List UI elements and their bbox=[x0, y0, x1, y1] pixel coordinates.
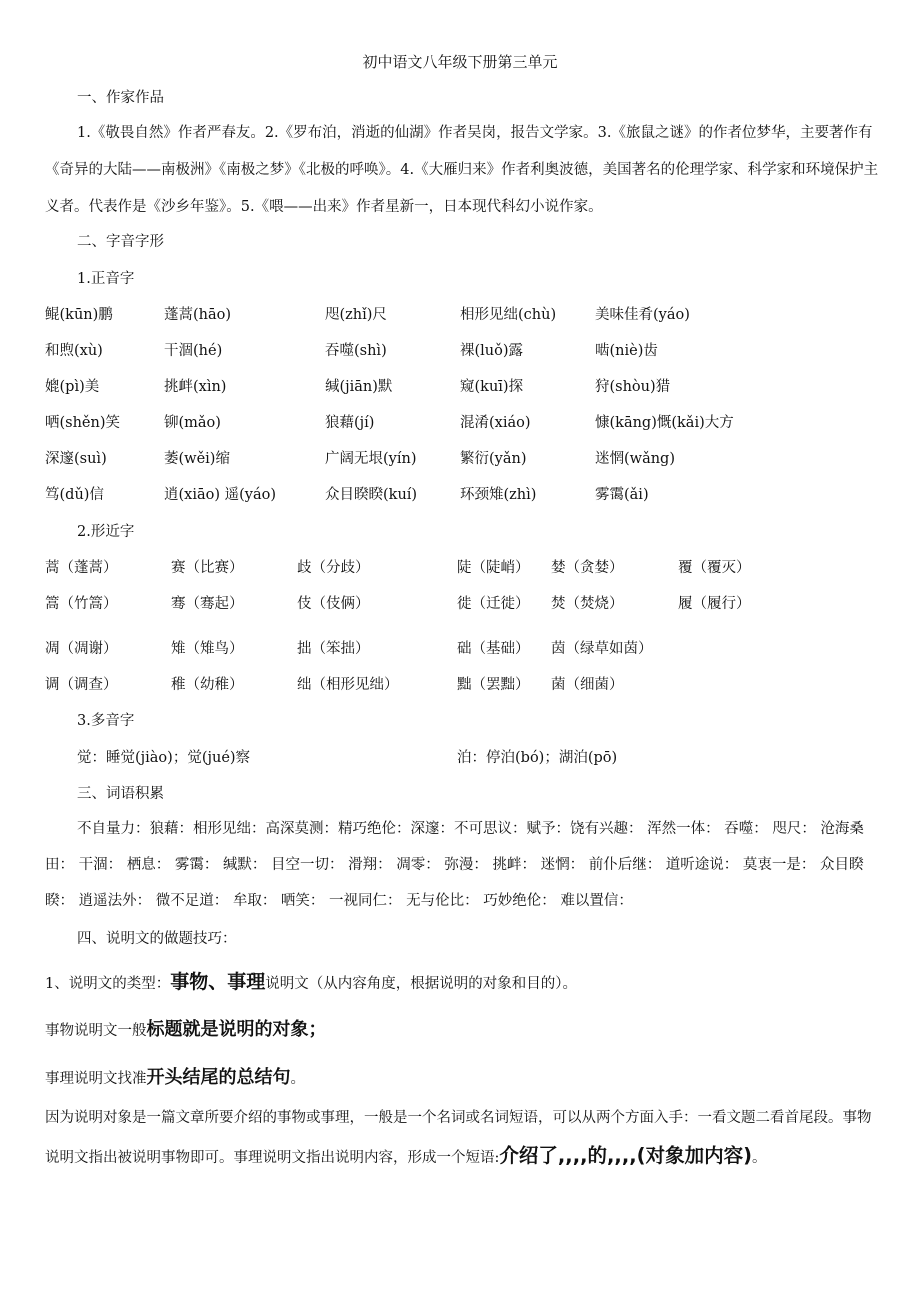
similar-cell: 婪（贪婪） bbox=[551, 560, 624, 576]
pinyin-cell: 咫(zhǐ)尺 bbox=[325, 307, 387, 323]
pinyin-cell: 鲲(kūn)鹏 bbox=[45, 307, 113, 323]
pinyin-cell: 萎(wěi)缩 bbox=[164, 451, 230, 467]
similar-cell: 焚（焚烧） bbox=[551, 596, 624, 612]
pinyin-cell: 媲(pì)美 bbox=[45, 379, 100, 395]
similar-cell: 骞（骞起） bbox=[171, 596, 244, 612]
similar-cell: 稚（幼稚） bbox=[171, 677, 244, 693]
pinyin-cell: 广阔无垠(yín) bbox=[325, 451, 417, 467]
pinyin-cell: 啮(niè)齿 bbox=[595, 343, 658, 359]
pinyin-cell: 挑衅(xìn) bbox=[164, 379, 227, 395]
tip-text: 。 bbox=[751, 1150, 767, 1166]
pinyin-cell: 众目睽睽(kuí) bbox=[325, 487, 418, 503]
similar-cell: 绌（相形见绌） bbox=[297, 677, 399, 693]
tip-emphasis: 事物、事理 bbox=[170, 971, 266, 993]
similar-cell: 履（履行） bbox=[678, 596, 751, 612]
tip-line-thing bbox=[45, 1017, 327, 1044]
pinyin-cell: 笃(dǔ)信 bbox=[45, 487, 104, 503]
pinyin-cell: 逍(xiāo) 遥(yáo) bbox=[164, 487, 276, 503]
pinyin-cell: 缄(jiān)默 bbox=[325, 379, 393, 395]
pinyin-cell: 蓬蒿(hāo) bbox=[164, 307, 232, 323]
tip-text: 1、说明文的类型： bbox=[45, 976, 171, 992]
authors-paragraph: 1.《敬畏自然》作者严春友。2.《罗布泊，消逝的仙湖》作者吴岗，报告文学家。3.《旅鼠之谜》的作者位梦华，主要著作有《奇异的大陆——南极洲》《南极之梦》《北极的呼唤》。4.《大雁归来》作者利奥波德，美国著名的伦理学家、科学家和环境保护主义者。代表作是《沙乡年鉴》。5.《喂——出来》作者星新一，日本现代科幻小说作家。 bbox=[45, 125, 879, 215]
pinyin-cell: 美味佳肴(yáo) bbox=[595, 307, 690, 323]
pinyin-cell: 混淆(xiáo) bbox=[460, 415, 531, 431]
similar-cell: 陡（陡峭） bbox=[457, 560, 530, 576]
page-title: 初中语文八年级下册第三单元 bbox=[362, 53, 558, 71]
subheading-correct-pronunciation: 1.正音字 bbox=[77, 271, 135, 287]
tip-text: 事物说明文一般 bbox=[45, 1023, 147, 1039]
pinyin-cell: 慷(kāng)慨(kǎi)大方 bbox=[595, 415, 734, 431]
pinyin-cell: 狩(shòu)猎 bbox=[595, 379, 671, 395]
subheading-similar-characters: 2.形近字 bbox=[77, 524, 135, 540]
pinyin-cell: 哂(shěn)笑 bbox=[45, 415, 121, 431]
vocabulary-paragraph: 不自量力：狼藉：相形见绌：高深莫测：精巧绝伦：深邃：不可思议：赋予：饶有兴趣： 浑然一体： 吞噬： 咫尺： 沧海桑田： 干涸： 栖息： 雾霭： 缄默： 目空一切： 滑翔： 凋零： 弥漫： 挑衅： 迷惘： 前仆后继： 道听途说： 莫衷一是： 众目睽睽： 逍遥法外： 微不足道： 牟取： 哂笑： 一视同仁： 无与伦比： 巧妙绝伦： 难以置信： bbox=[45, 821, 864, 909]
tip-emphasis: 标题就是说明的对象 bbox=[146, 1019, 309, 1040]
pinyin-cell: 铆(mǎo) bbox=[164, 415, 221, 431]
similar-cell: 雉（雉鸟） bbox=[171, 641, 244, 657]
tip-text: 。 bbox=[290, 1071, 305, 1087]
similar-cell: 覆（覆灭） bbox=[678, 560, 751, 576]
polyphone-item: 觉：睡觉(jiào)；觉(jué)察 bbox=[77, 750, 251, 766]
pinyin-cell: 吞噬(shì) bbox=[325, 343, 387, 359]
similar-cell: 黜（罢黜） bbox=[457, 677, 530, 693]
tip-text: 说明文（从内容角度，根据说明的对象和目的）。 bbox=[265, 976, 577, 992]
pinyin-cell: 雾霭(ǎi) bbox=[595, 487, 649, 503]
pinyin-cell: 繁衍(yǎn) bbox=[460, 451, 527, 467]
pinyin-cell: 深邃(suì) bbox=[45, 451, 107, 467]
tip-text: ； bbox=[308, 1019, 327, 1040]
tip-text: 因为说明对象是一篇文章所要介绍的事物或事理，一般是一个名词或名词短语，可以从两个方面入手：一看文题二看首尾段。事物说明文指出被说明事物即可。事理说明文指出说明内容，形成一个短语: bbox=[45, 1110, 872, 1166]
tip-paragraph bbox=[45, 1099, 880, 1177]
tip-emphasis: 介绍了,,,,的,,,,(对象加内容) bbox=[499, 1144, 752, 1167]
section-heading-vocabulary: 三、词语积累 bbox=[77, 786, 164, 802]
section-heading-pronunciation: 二、字音字形 bbox=[77, 234, 164, 250]
similar-cell: 菌（细菌） bbox=[551, 677, 624, 693]
section-heading-authors: 一、作家作品 bbox=[77, 90, 164, 106]
section-heading-tips: 四、说明文的做题技巧： bbox=[77, 931, 237, 947]
pinyin-cell: 迷惘(wǎng) bbox=[595, 451, 675, 467]
tip-line-types bbox=[45, 969, 577, 997]
pinyin-cell: 狼藉(jí) bbox=[325, 415, 375, 431]
subheading-polyphones: 3.多音字 bbox=[77, 713, 135, 729]
similar-cell: 调（调查） bbox=[45, 677, 118, 693]
similar-cell: 础（基础） bbox=[457, 641, 530, 657]
polyphone-item: 泊：停泊(bó)；湖泊(pō) bbox=[457, 750, 618, 766]
similar-cell: 篙（竹篙） bbox=[45, 596, 118, 612]
pinyin-cell: 窥(kuī)探 bbox=[460, 379, 524, 395]
tip-line-principle bbox=[45, 1065, 305, 1092]
pinyin-cell: 相形见绌(chù) bbox=[460, 307, 557, 323]
pinyin-cell: 裸(luǒ)露 bbox=[460, 343, 524, 359]
pinyin-cell: 环颈雉(zhì) bbox=[460, 487, 537, 503]
similar-cell: 伎（伎俩） bbox=[297, 596, 370, 612]
similar-cell: 赛（比赛） bbox=[171, 560, 244, 576]
tip-text: 事理说明文找准 bbox=[45, 1071, 147, 1087]
pinyin-cell: 干涸(hé) bbox=[164, 343, 223, 359]
similar-cell: 徙（迁徙） bbox=[457, 596, 530, 612]
similar-cell: 凋（凋谢） bbox=[45, 641, 118, 657]
pinyin-cell: 和煦(xù) bbox=[45, 343, 103, 359]
similar-cell: 蒿（蓬蒿） bbox=[45, 560, 118, 576]
similar-cell: 歧（分歧） bbox=[297, 560, 370, 576]
tip-emphasis: 开头结尾的总结句 bbox=[146, 1067, 291, 1088]
similar-cell: 茵（绿草如茵） bbox=[551, 641, 653, 657]
similar-cell: 拙（笨拙） bbox=[297, 641, 370, 657]
